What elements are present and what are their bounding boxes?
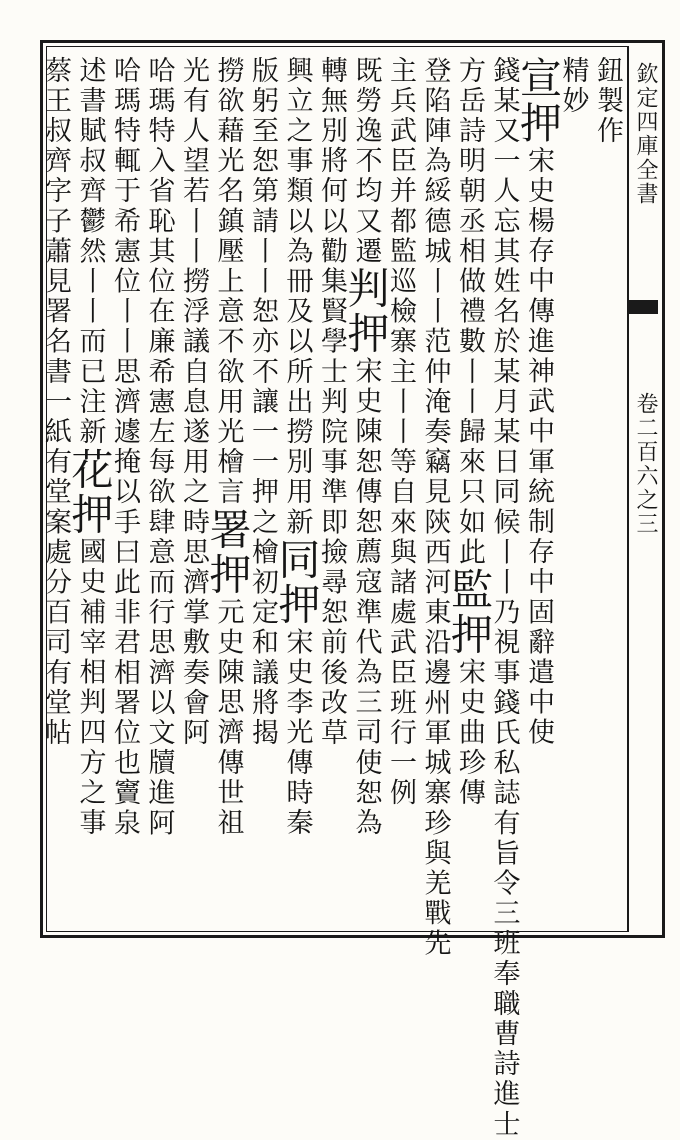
text-column — [203, 56, 253, 928]
text-segment: 既勞逸不均又遷 — [350, 56, 382, 267]
text-column — [553, 56, 593, 928]
text-segment: 述書賦叔齊鬱然丨丨而已注新 — [74, 56, 106, 448]
text-column — [380, 56, 420, 928]
text-segment: 宋史陳恕傳恕薦寇準代為三司使恕為 — [350, 356, 382, 839]
text-segment: 宋史李光傳時秦 — [281, 627, 313, 839]
text-column — [272, 56, 322, 928]
text-segment: 哈瑪特輒于希憲位丨丨思濟遽掩以手曰此非君相署位也竇泉 — [109, 56, 140, 839]
text-segment: 時思濟掌敷奏會阿 — [178, 507, 209, 749]
entry-heading: 署押 — [203, 507, 253, 598]
text-column — [139, 56, 179, 928]
text-segment: 興立之事類以為冊及以所出撈別用新 — [281, 56, 313, 538]
text-segment: 光有人望若丨丨撈浮議自息遂用之 — [178, 56, 209, 508]
text-column — [173, 56, 213, 928]
text-segment: 宋史曲珍傳 — [454, 657, 485, 809]
text-column — [484, 56, 524, 1140]
text-column — [514, 56, 563, 928]
entry-heading: 同押 — [272, 537, 322, 628]
text-segment: 珍與羌戰先 — [419, 808, 451, 959]
text-segment: 方岳詩明朝丞相做禮數丨丨歸來只如此 — [454, 56, 485, 568]
text-segment: 撈欲藉光名鎮壓上意不欲用光檜言 — [212, 56, 244, 508]
text-column — [587, 56, 627, 928]
book-title: 欽定四庫全書 — [633, 62, 658, 206]
volume-number: 卷二百六之三 — [633, 392, 658, 536]
text-segment: 鈕製作 — [592, 56, 623, 147]
text-segment: 登陷陣為綏德城丨丨范仲淹奏竊見陝西河東沿邊州軍城寨 — [419, 56, 451, 809]
entry-heading: 宣押 — [514, 56, 563, 146]
entry-heading: 花押 — [65, 447, 115, 538]
text-segment: 哈瑪特入省恥其位在廉希憲左每欲肆意而行思濟以文牘進阿 — [143, 56, 175, 839]
text-column — [65, 56, 115, 928]
text-column — [415, 56, 455, 959]
text-segment: 元史陳思濟傳世祖 — [212, 597, 244, 839]
text-column — [445, 56, 494, 928]
fish-tail-mark — [629, 300, 658, 314]
text-segment: 轉無別將何以勸 — [316, 56, 347, 267]
text-column — [311, 56, 351, 928]
text-segment: 蔡王叔齊字子蕭見署名書一紙 — [40, 56, 71, 448]
text-segment: 版躬至恕第請丨丨恕亦不讓一一押之 — [247, 56, 278, 538]
text-segment: 錢某又一人忘其姓名於某月某日同候丨丨乃視事錢氏私誌有旨令三班奉職曹詩進士 — [488, 56, 520, 1140]
entry-heading: 判押 — [341, 266, 391, 357]
text-column — [242, 56, 282, 928]
text-segment: 國史補宰相判四方之事 — [74, 537, 106, 839]
text-segment: 檜初定和議將揭 — [247, 537, 278, 749]
text-segment: 精妙 — [557, 56, 589, 117]
text-column — [35, 56, 75, 928]
text-segment: 宋史楊存中傳進神武中軍統制存中固辭遣中使 — [523, 146, 554, 748]
entry-heading: 監押 — [445, 567, 494, 658]
text-segment: 有堂案處分百司有堂帖 — [40, 447, 71, 749]
text-segment: 主兵武臣并都監巡檢寨主丨丨等自來與諸處武臣班行一例 — [385, 56, 416, 809]
text-column — [341, 56, 391, 928]
text-segment: 集賢學士判院事準即撿尋恕前後改草 — [316, 266, 347, 749]
